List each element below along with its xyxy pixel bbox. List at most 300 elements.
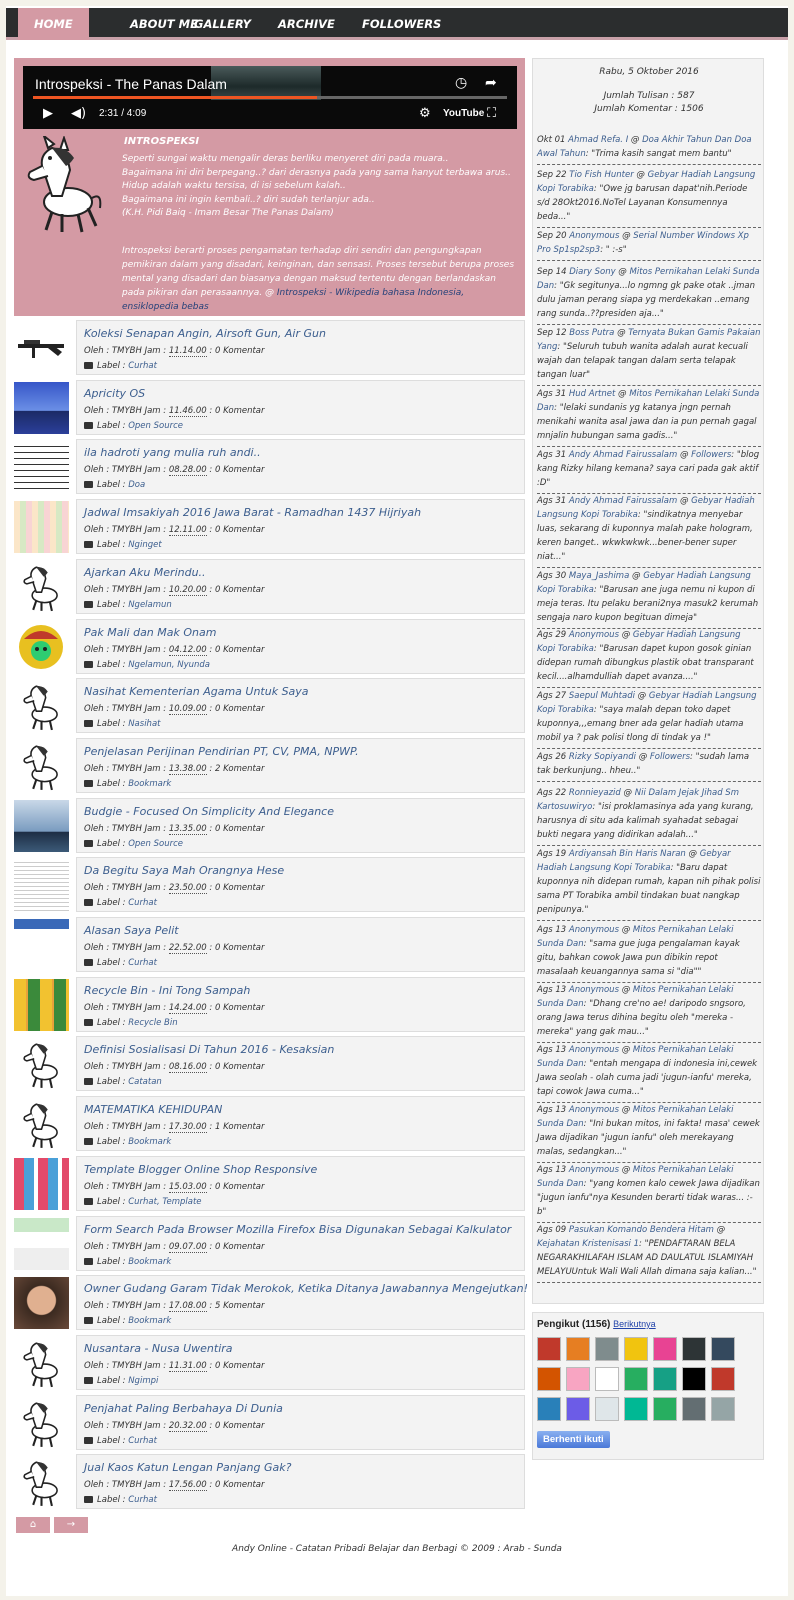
comment-post-link[interactable]: Followers (649, 752, 691, 762)
post-label[interactable]: Open Source (128, 421, 183, 431)
comment-author[interactable]: Anonymous (568, 925, 619, 935)
next-page-button[interactable]: → (54, 1517, 88, 1533)
post-label[interactable]: Curhat, Template (128, 1197, 202, 1207)
follower-avatar[interactable] (624, 1367, 648, 1391)
recent-comment: Sep 12 Boss Putra @ Ternyata Bukan Gamis Pakaian Yang: "Seluruh tubuh wanita adalah aurat kecuali wajah dan telapak tangan dalam serta telapak tangan luar" (537, 326, 761, 386)
post-comments[interactable]: 5 Komentar (214, 1301, 265, 1311)
recent-comment: Okt 01 Ahmad Refa. I @ Doa Akhir Tahun Dan Doa Awal Tahun: "Trima kasih sangat mem bantu" (537, 133, 761, 165)
follower-avatar[interactable] (566, 1367, 590, 1391)
follower-avatar[interactable] (595, 1397, 619, 1421)
post-time[interactable]: 15.03.00 (168, 1182, 207, 1192)
post-meta (84, 346, 265, 356)
play-icon[interactable]: ▶ (43, 106, 53, 121)
post-comments[interactable]: 0 Komentar (214, 883, 265, 893)
post-author: Oleh : TMYBH Jam : (84, 1122, 169, 1132)
comment-post-link[interactable]: Doa Akhir Tahun Dan Doa Awal Tahun (537, 135, 752, 159)
post-label-prefix: Label : (97, 839, 129, 849)
post-meta-separator: : (206, 704, 215, 714)
post-title[interactable]: Template Blogger Online Shop Responsive (84, 1163, 318, 1176)
post-meta-separator: : (206, 1003, 215, 1013)
post-comments[interactable]: 0 Komentar (214, 704, 265, 714)
settings-icon[interactable]: ⚙ (419, 106, 431, 121)
comment-post-link[interactable]: Kejahatan Kristenisasi 1 (537, 1239, 640, 1249)
post-comments[interactable]: 0 Komentar (214, 346, 265, 356)
post-thumbnail[interactable] (14, 740, 69, 792)
comment-post-link[interactable]: Mitos Pernikahan Lelaki Sunda Dan (537, 1105, 734, 1129)
post-label-row (84, 600, 172, 610)
comment-text: : "Ini bukan mitos, ini fakta! masa' cewek Jawa dijadikan "jugun ianfu" oleh merekayang malas, sedangkan..." (537, 1119, 760, 1157)
video-title[interactable]: Introspeksi - The Panas Dalam (35, 76, 227, 92)
recent-comment: Ags 13 Anonymous @ Mitos Pernikahan Lelaki Sunda Dan: "Ini bukan mitos, ini fakta! masa' cewek Jawa dijadikan "jugun ianfu" oleh merekayang malas, sedangkan..." (537, 1103, 761, 1163)
post-label-prefix: Label : (97, 600, 129, 610)
post-author: Oleh : TMYBH Jam : (84, 764, 169, 774)
recent-comment: Sep 14 Diary Sony @ Mitos Pernikahan Lelaki Sunda Dan: "Gk segitunya...lo ngmng gk pake otak ..jman dulu jaman perang siapa yg merdekakan ..emang rang sunda..??presiden aja..." (537, 265, 761, 325)
poem-line: (K.H. Pidi Baiq - Imam Besar The Panas Dalam) (122, 208, 334, 218)
post-meta-separator: : (206, 824, 215, 834)
post-label-row (84, 361, 157, 371)
folder-icon (84, 541, 93, 548)
post-title[interactable]: Definisi Sosialisasi Di Tahun 2016 - Kesaksian (84, 1043, 335, 1056)
post-title[interactable]: Koleksi Senapan Angin, Airsoft Gun, Air Gun (84, 327, 326, 340)
comment-post-link[interactable]: Gebyar Hadiah Langsung Kopi Torabika (537, 849, 731, 873)
post-label[interactable]: Nasihat (128, 719, 161, 729)
folder-icon (84, 661, 93, 668)
post-title[interactable]: ila hadroti yang mulia ruh andi.. (84, 446, 261, 459)
comment-author[interactable]: Anonymous (569, 231, 620, 241)
recent-comment: Ags 13 Anonymous @ Mitos Pernikahan Lelaki Sunda Dan: "entah mengapa di indonesia ini,cewek Jawa seolah - olah cuma jadi 'jugun-ianfu' mereka, tapi cowok Jawa cuma..." (537, 1043, 761, 1103)
post-label-prefix: Label : (97, 1018, 129, 1028)
post-label-row (84, 1376, 158, 1386)
post-title[interactable]: Jadwal Imsakiyah 2016 Jawa Barat - Ramadhan 1437 Hijriyah (84, 506, 422, 519)
folder-icon (84, 1496, 93, 1503)
recent-comment: Ags 31 Hud Artnet @ Mitos Pernikahan Lelaki Sunda Dan: "lelaki sundanis yg katanya jngn pernah menikahi wanita asal jawa dan ia pun pernah gagal mnjalin hubungan sama gadis..." (537, 387, 761, 447)
post-label[interactable]: Curhat (128, 958, 157, 968)
nav-followers[interactable]: FOLLOWERS (362, 17, 442, 31)
folder-icon (84, 601, 93, 608)
comment-author[interactable]: Andy Ahmad Fairussalam (568, 496, 678, 506)
follower-avatar[interactable] (682, 1397, 706, 1421)
post-thumbnail[interactable] (14, 1337, 69, 1389)
post-meta-separator: : (206, 1421, 215, 1431)
share-icon[interactable]: ➦ (485, 75, 497, 91)
poem-line: Seperti sungai waktu mengalir deras berliku menyeret diri pada muara.. (122, 154, 449, 164)
post-label-row (84, 1197, 202, 1207)
post-time[interactable]: 04.12.00 (168, 645, 207, 655)
post-thumbnail[interactable] (14, 621, 69, 673)
post-item (76, 1454, 525, 1509)
comment-author[interactable]: Tio Fish Hunter (569, 170, 634, 180)
post-title[interactable]: Apricity OS (84, 387, 146, 400)
post-comments[interactable]: 0 Komentar (214, 943, 265, 953)
post-meta-separator: : (206, 645, 215, 655)
post-comments[interactable]: 0 Komentar (214, 1480, 265, 1490)
comment-date: Ags 13 (537, 925, 567, 935)
post-meta-separator: : (206, 1301, 215, 1311)
post-label[interactable]: Bookmark (128, 1137, 172, 1147)
post-item (76, 738, 525, 793)
post-thumbnail[interactable] (14, 501, 69, 553)
post-meta (84, 585, 265, 595)
nav-about-me[interactable]: ABOUT ME (130, 17, 198, 31)
post-label-prefix: Label : (97, 1197, 129, 1207)
post-time[interactable]: 17.56.00 (168, 1480, 207, 1490)
post-thumbnail[interactable] (14, 1038, 69, 1090)
comment-author[interactable]: Ardiyansah Bin Haris Naran (568, 849, 686, 859)
follower-avatar[interactable] (624, 1397, 648, 1421)
comment-post-link[interactable]: Mitos Pernikahan Lelaki Sunda Dan (537, 389, 760, 413)
comment-author[interactable]: Pasukan Komando Bendera Hitam (568, 1225, 714, 1235)
post-thumbnail[interactable] (14, 1277, 69, 1329)
post-label-row (84, 719, 161, 729)
follower-avatar[interactable] (711, 1397, 735, 1421)
followers-widget (532, 1312, 764, 1460)
post-title[interactable]: Owner Gudang Garam Tidak Merokok, Ketika Ditanya Jawabannya Mengejutkan! (84, 1282, 528, 1295)
post-item (76, 1216, 525, 1271)
comment-post-link[interactable]: Mitos Pernikahan Lelaki Sunda Dan (537, 1045, 734, 1069)
post-meta-separator: : (206, 1062, 215, 1072)
follower-avatar[interactable] (537, 1367, 561, 1391)
post-label-row (84, 1316, 171, 1326)
post-meta (84, 645, 265, 655)
poem-line: Hidup adalah waktu tersisa, di isi sebelum kalah.. (122, 181, 346, 191)
comment-author[interactable]: Maya_Jashima (568, 571, 630, 581)
comment-text: : "Seluruh tubuh wanita adalah aurat kecuali wajah dan telapak tangan dalam serta telapak tangan luar" (537, 342, 748, 380)
post-label[interactable]: Bookmark (128, 779, 172, 789)
post-title[interactable]: Ajarkan Aku Merindu.. (84, 566, 206, 579)
post-time[interactable]: 20.32.00 (168, 1421, 207, 1431)
post-meta-separator: : (206, 943, 215, 953)
recent-comment: Ags 09 Pasukan Komando Bendera Hitam @ Kejahatan Kristenisasi 1: "PENDAFTARAN BELA NEGARAKHILAFAH ISLAM AD DAULATUL ISLAMIYAH MELAYUUntuk Wali Wali Allah dimana saja kalian..." (537, 1223, 761, 1283)
comment-author[interactable]: Anonymous (568, 1105, 619, 1115)
intro-description (122, 244, 517, 314)
post-time[interactable]: 11.46.00 (168, 406, 207, 416)
post-meta-separator: : (206, 1480, 215, 1490)
post-title[interactable]: Recycle Bin - Ini Tong Sampah (84, 984, 251, 997)
comment-post-link[interactable]: Serial Number Windows Xp Pro Sp1sp2sp3 (537, 231, 749, 255)
followers-title (537, 1319, 656, 1330)
post-thumbnail[interactable] (14, 382, 69, 434)
post-time[interactable]: 13.35.00 (168, 824, 207, 834)
comment-post-link[interactable]: Followers (691, 450, 732, 460)
post-comments[interactable]: 0 Komentar (214, 585, 265, 595)
post-label-prefix: Label : (97, 1257, 129, 1267)
post-item (76, 1156, 525, 1211)
post-thumbnail[interactable] (14, 1158, 69, 1210)
post-title[interactable]: Jual Kaos Katun Lengan Panjang Gak? (84, 1461, 292, 1474)
nav-gallery[interactable]: GALLERY (194, 17, 251, 31)
post-time[interactable]: 14.24.00 (168, 1003, 207, 1013)
comment-text: : "PENDAFTARAN BELA NEGARAKHILAFAH ISLAM AD DAULATUL ISLAMIYAH MELAYUUntuk Wali Wali Allah dimana saja kalian..." (537, 1239, 757, 1277)
folder-icon (84, 1258, 93, 1265)
post-item (76, 1275, 528, 1330)
post-thumbnail[interactable] (14, 800, 69, 852)
post-time[interactable]: 09.07.00 (168, 1242, 207, 1252)
post-item (76, 917, 525, 972)
post-label[interactable]: Bookmark (128, 1316, 172, 1326)
follower-avatar[interactable] (566, 1337, 590, 1361)
video-thumbnail (211, 66, 321, 100)
post-comments[interactable]: 0 Komentar (214, 1182, 265, 1192)
post-thumbnail[interactable] (14, 979, 69, 1031)
post-comments[interactable]: 0 Komentar (214, 465, 265, 475)
post-label-prefix: Label : (97, 660, 129, 670)
followers-more-link[interactable]: Berikutnya (613, 1319, 656, 1329)
post-comments[interactable]: 0 Komentar (214, 1421, 265, 1431)
post-thumbnail[interactable] (14, 1098, 69, 1150)
unfollow-button[interactable]: Berhenti ikuti (537, 1431, 610, 1448)
comment-author[interactable]: Boss Putra (569, 328, 615, 338)
post-comments[interactable]: 0 Komentar (214, 1003, 265, 1013)
comment-post-link[interactable]: Gebyar Hadiah Langsung Kopi Torabika (537, 496, 755, 520)
post-comments[interactable]: 0 Komentar (214, 824, 265, 834)
post-time[interactable]: 08.28.00 (168, 465, 207, 475)
post-label[interactable]: Ngelamun (128, 600, 172, 610)
post-label[interactable]: Curhat (128, 1436, 157, 1446)
post-author: Oleh : TMYBH Jam : (84, 1361, 169, 1371)
post-label[interactable]: Bookmark (128, 1257, 172, 1267)
post-meta (84, 824, 265, 834)
recent-comment: Ags 13 Anonymous @ Mitos Pernikahan Lelaki Sunda Dan: "yang komen kalo cewek Jawa dijadikan "jugun ianfu"nya Kesunden berarti tidak waras... :-b" (537, 1163, 761, 1223)
post-label-row (84, 421, 183, 431)
post-label-row (84, 660, 210, 670)
comment-post-link[interactable]: Mitos Pernikahan Lelaki Sunda Dan (537, 985, 734, 1009)
folder-icon (84, 1377, 93, 1384)
post-item (76, 1335, 525, 1390)
post-author: Oleh : TMYBH Jam : (84, 406, 169, 416)
post-label-row (84, 1495, 157, 1505)
follower-avatar[interactable] (653, 1337, 677, 1361)
comment-post-link[interactable]: Gebyar Hadiah Langsung Kopi Torabika (537, 691, 757, 715)
post-thumbnail[interactable] (14, 1456, 69, 1508)
post-label-row (84, 1137, 171, 1147)
comment-author[interactable]: Hud Artnet (568, 389, 616, 399)
volume-icon[interactable]: ◀) (71, 106, 87, 121)
video-progress-bar[interactable] (33, 96, 507, 99)
follower-avatar[interactable] (711, 1337, 735, 1361)
post-time[interactable]: 17.08.00 (168, 1301, 207, 1311)
post-meta (84, 1361, 265, 1371)
post-thumbnail[interactable] (14, 561, 69, 613)
current-date: Rabu, 5 Oktober 2016 (599, 67, 699, 77)
post-label[interactable]: Ngelamun, Nyunda (128, 660, 210, 670)
follower-avatar[interactable] (653, 1397, 677, 1421)
comment-post-link[interactable]: Gebyar Hadiah Langsung Kopi Torabika (537, 630, 741, 654)
follower-avatar[interactable] (595, 1337, 619, 1361)
post-title[interactable]: Nasihat Kementerian Agama Untuk Saya (84, 685, 309, 698)
post-comments[interactable]: 0 Komentar (214, 1361, 265, 1371)
post-time[interactable]: 11.31.00 (168, 1361, 207, 1371)
post-meta-separator: : (206, 1361, 215, 1371)
poem-line: Bagaimana ini ingin kembali..? diri sudah terlanjur ada.. (122, 194, 375, 205)
post-label-row (84, 1077, 162, 1087)
post-item (76, 1036, 525, 1091)
post-meta-separator: : (206, 1242, 215, 1252)
post-time[interactable]: 11.14.00 (168, 346, 207, 356)
nav-archive[interactable]: ARCHIVE (278, 17, 335, 31)
post-meta-separator: : (206, 406, 215, 416)
follower-avatar[interactable] (537, 1337, 561, 1361)
recent-comment: Ags 22 Ronnieyazid @ Nii Dalam Jejak Jihad Sm Kartosuwiryo: "isi proklamasinya ada yang kurang, harusnya di situ ada kalimah syahadat sebagai bukti negara yang didirikan adalah..." (537, 786, 761, 846)
post-time[interactable]: 13.38.00 (168, 764, 207, 774)
top-nav (6, 8, 788, 40)
fullscreen-icon[interactable]: ⛶ (487, 106, 497, 121)
comment-author[interactable]: Anonymous (568, 630, 619, 640)
comment-post-link[interactable]: Ternyata Bukan Gamis Pakaian Yang (537, 328, 761, 352)
post-comments[interactable]: 0 Komentar (214, 645, 265, 655)
post-label-row (84, 480, 145, 490)
comment-author[interactable]: Anonymous (568, 1045, 619, 1055)
post-label-prefix: Label : (97, 719, 129, 729)
youtube-player[interactable] (23, 66, 517, 129)
post-thumbnail[interactable] (14, 1397, 69, 1449)
home-page-button[interactable]: ⌂ (16, 1517, 50, 1533)
comment-date: Ags 13 (537, 1105, 567, 1115)
comment-post-link[interactable]: Mitos Pernikahan Lelaki Sunda Dan (537, 925, 734, 949)
post-label[interactable]: Ngimpi (128, 1376, 159, 1386)
comment-text: : " :-s" (600, 245, 627, 255)
post-comments[interactable]: 0 Komentar (214, 525, 265, 535)
post-meta (84, 704, 265, 714)
page (6, 6, 788, 1596)
post-time[interactable]: 23.50.00 (168, 883, 207, 893)
post-label[interactable]: Recycle Bin (128, 1018, 178, 1028)
recent-comment: Ags 27 Saepul Muhtadi @ Gebyar Hadiah Langsung Kopi Torabika: "saya malah depan toko dapet kuponnya,,,emang bner ada gelar hadiah utama mobil ya ? pak polisi tlong di tindak ya !" (537, 689, 761, 749)
post-comments[interactable]: 0 Komentar (214, 406, 265, 416)
post-time[interactable]: 22.52.00 (168, 943, 207, 953)
comment-post-link[interactable]: Gebyar Hadiah Langsung Kopi Torabika (537, 170, 756, 194)
comment-author[interactable]: Ronnieyazid (568, 788, 621, 798)
post-title[interactable]: Nusantara - Nusa Uwentira (84, 1342, 233, 1355)
post-author: Oleh : TMYBH Jam : (84, 645, 169, 655)
post-label[interactable]: Nginget (128, 540, 162, 550)
post-thumbnail[interactable] (14, 1218, 69, 1270)
post-meta (84, 525, 265, 535)
poem-line: Bagaimana ini diri berpegang..? dari derasnya pada yang sama hanyut terbawa arus.. (122, 167, 511, 178)
watch-later-icon[interactable]: ◷ (455, 75, 468, 91)
post-author: Oleh : TMYBH Jam : (84, 883, 169, 893)
comment-author[interactable]: Saepul Muhtadi (568, 691, 635, 701)
post-thumbnail[interactable] (14, 441, 69, 493)
post-time[interactable]: 10.09.00 (168, 704, 207, 714)
comment-post-link[interactable]: Gebyar Hadiah Langsung Kopi Torabika (537, 571, 751, 595)
post-count: Jumlah Tulisan : 587 (603, 91, 695, 101)
comment-author[interactable]: Anonymous (568, 985, 619, 995)
post-label-prefix: Label : (97, 1495, 129, 1505)
post-meta (84, 1182, 265, 1192)
comment-date: Ags 29 (537, 630, 567, 640)
post-author: Oleh : TMYBH Jam : (84, 824, 169, 834)
post-label[interactable]: Curhat (128, 898, 157, 908)
follower-avatar[interactable] (682, 1337, 706, 1361)
footer: Andy Online - Catatan Pribadi Belajar dan Berbagi © 2009 : Arab - Sunda (232, 1544, 562, 1554)
comment-count: Jumlah Komentar : 1506 (594, 104, 704, 114)
follower-avatar[interactable] (682, 1367, 706, 1391)
folder-icon (84, 481, 93, 488)
post-meta-separator: : (206, 1122, 215, 1132)
post-item (76, 977, 525, 1032)
comment-post-link[interactable]: Mitos Pernikahan Lelaki Sunda Dan (537, 267, 760, 291)
comment-date: Okt 01 (537, 135, 566, 145)
wikipedia-link[interactable]: Introspeksi - Wikipedia bahasa Indonesia, ensiklopedia bebas (122, 288, 465, 312)
post-time[interactable]: 12.11.00 (168, 525, 207, 535)
post-meta-separator: : (206, 883, 215, 893)
post-label[interactable]: Catatan (128, 1077, 162, 1087)
post-title[interactable]: Penjelasan Perijinan Pendirian PT, CV, PMA, NPWP. (84, 745, 359, 758)
post-thumbnail[interactable] (14, 859, 69, 911)
post-title[interactable]: MATEMATIKA KEHIDUPAN (84, 1103, 223, 1116)
post-author: Oleh : TMYBH Jam : (84, 1301, 169, 1311)
post-author: Oleh : TMYBH Jam : (84, 525, 169, 535)
comment-date: Ags 31 (537, 496, 567, 506)
post-title[interactable]: Penjahat Paling Berbahaya Di Dunia (84, 1402, 283, 1415)
post-label-prefix: Label : (97, 1077, 129, 1087)
follower-avatar[interactable] (653, 1367, 677, 1391)
comment-author[interactable]: Rizky Sopiyandi (568, 752, 636, 762)
post-label[interactable]: Doa (128, 480, 146, 490)
post-thumbnail[interactable] (14, 919, 69, 971)
follower-avatar[interactable] (566, 1397, 590, 1421)
comment-post-link[interactable]: Nii Dalam Jejak Jihad Sm Kartosuwiryo (537, 788, 739, 812)
comment-author[interactable]: Anonymous (568, 1165, 619, 1175)
folder-icon (84, 840, 93, 847)
nav-home[interactable]: HOME (18, 8, 89, 40)
post-title[interactable]: Da Begitu Saya Mah Orangnya Hese (84, 864, 285, 877)
follower-avatar[interactable] (595, 1367, 619, 1391)
follower-avatar[interactable] (537, 1397, 561, 1421)
post-comments[interactable]: 1 Komentar (214, 1122, 265, 1132)
youtube-logo[interactable]: YouTube (443, 108, 485, 119)
comment-date: Ags 31 (537, 450, 567, 460)
post-label-row (84, 839, 183, 849)
comment-author[interactable]: Andy Ahmad Fairussalam (568, 450, 678, 460)
post-item (76, 857, 525, 912)
folder-icon (84, 899, 93, 906)
recent-comment: Ags 31 Andy Ahmad Fairussalam @ Followers: "blog kang Rizky hilang kemana? saya cari pada gak aktif :D" (537, 448, 761, 494)
post-label[interactable]: Open Source (128, 839, 183, 849)
post-thumbnail[interactable] (14, 322, 69, 374)
comment-date: Sep 20 (537, 231, 567, 241)
post-label[interactable]: Curhat (128, 361, 157, 371)
comment-text: : "entah mengapa di indonesia ini,cewek Jawa seolah - olah cuma jadi 'jugun-ianfu' mereka, tapi cowok Jawa cuma..." (537, 1059, 758, 1097)
post-label[interactable]: Curhat (128, 1495, 157, 1505)
post-label-prefix: Label : (97, 958, 129, 968)
post-comments[interactable]: 0 Komentar (214, 1242, 265, 1252)
comment-author[interactable]: Diary Sony (569, 267, 616, 277)
post-title[interactable]: Alasan Saya Pelit (84, 924, 179, 937)
post-title[interactable]: Budgie - Focused On Simplicity And Elegance (84, 805, 334, 818)
recent-comment: Ags 13 Anonymous @ Mitos Pernikahan Lelaki Sunda Dan: "sama gue juga pengalaman kayak gitu, bahkan cowok Jawa pun dibikin repot masalaah keuangannya sama si "dia"" (537, 923, 761, 983)
post-comments[interactable]: 0 Komentar (214, 1062, 265, 1072)
post-label-row (84, 1257, 171, 1267)
post-time[interactable]: 17.30.00 (168, 1122, 207, 1132)
post-meta-separator: : (206, 764, 215, 774)
post-time[interactable]: 10.20.00 (168, 585, 207, 595)
comment-author[interactable]: Ahmad Refa. I (568, 135, 629, 145)
post-author: Oleh : TMYBH Jam : (84, 1421, 169, 1431)
post-label-prefix: Label : (97, 540, 129, 550)
post-meta (84, 1421, 265, 1431)
follower-avatar[interactable] (624, 1337, 648, 1361)
comment-date: Ags 19 (537, 849, 567, 859)
follower-avatar[interactable] (711, 1367, 735, 1391)
post-time[interactable]: 08.16.00 (168, 1062, 207, 1072)
recent-comment: Sep 22 Tio Fish Hunter @ Gebyar Hadiah Langsung Kopi Torabika: "Owe jg barusan dapat'nih.Periode s/d 28Okt2016.NoTel Layanan Konsumennya beda..." (537, 168, 761, 228)
comment-post-link[interactable]: Mitos Pernikahan Lelaki Sunda Dan (537, 1165, 734, 1189)
post-title[interactable]: Form Search Pada Browser Mozilla Firefox Bisa Digunakan Sebagai Kalkulator (84, 1223, 512, 1236)
post-title[interactable]: Pak Mali dan Mak Onam (84, 626, 217, 639)
post-comments[interactable]: 2 Komentar (214, 764, 265, 774)
post-thumbnail[interactable] (14, 680, 69, 732)
